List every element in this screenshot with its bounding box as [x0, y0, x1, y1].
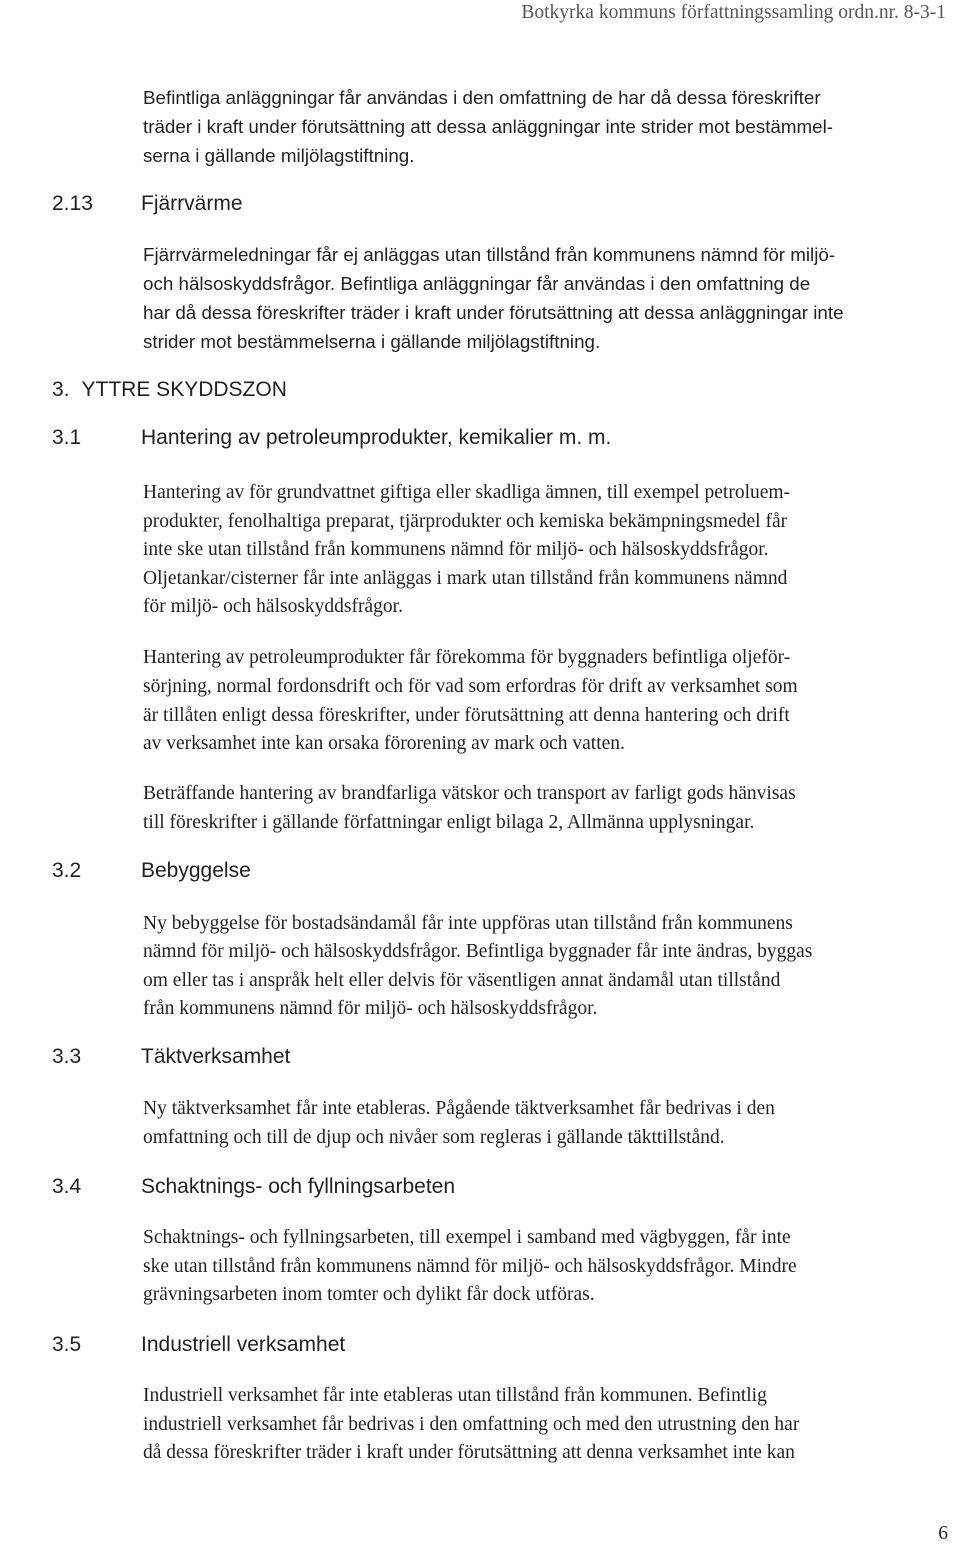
intro-line-1: Befintliga anläggningar får användas i den omfattning de har då dessa föreskrifter — [143, 87, 821, 108]
section-2-13-line-3: har då dessa föreskrifter träder i kraft under förutsättning att dessa anläggningar inte — [143, 302, 844, 323]
section-2-13-line-1: Fjärrvärmeledningar får ej anläggas utan tillstånd från kommunens nämnd för miljö- — [143, 244, 836, 265]
section-3-5-line-3: då dessa föreskrifter träder i kraft under förutsättning att denna verksamhet inte kan — [143, 1442, 795, 1463]
section-3-3-title: Täktverksamhet — [141, 1045, 291, 1068]
chapter-3-title: YTTRE SKYDDSZON — [81, 378, 287, 401]
section-3-1-p3-line-1: Beträffande hantering av brandfarliga vätskor och transport av farligt gods hänvisas — [143, 783, 796, 804]
intro-line-2: träder i kraft under förutsättning att dessa anläggningar inte strider mot bestämmel- — [143, 116, 834, 137]
section-3-4-number: 3.4 — [52, 1175, 82, 1198]
section-3-2-heading — [52, 857, 452, 885]
page-number: 6 — [938, 1523, 948, 1544]
section-3-3-line-2: omfattning och till de djup och nivåer som regleras i gällande täkttillstånd. — [143, 1127, 725, 1148]
section-3-2-number: 3.2 — [52, 859, 82, 882]
section-3-1-number: 3.1 — [52, 426, 82, 449]
section-3-1-p1-line-4: Oljetankar/cisterner får inte anläggas i mark utan tillstånd från kommunens nämnd — [143, 568, 788, 589]
section-3-2-line-3: om eller tas i anspråk helt eller delvis för väsentligen annat ändamål utan tillstånd — [143, 970, 781, 991]
section-3-1-p2-line-1: Hantering av petroleumprodukter får förekomma för byggnaders befintliga oljeför- — [143, 647, 791, 668]
section-3-5-number: 3.5 — [52, 1333, 82, 1356]
section-3-1-p1-line-1: Hantering av för grundvattnet giftiga eller skadliga ämnen, till exempel petroluem- — [143, 482, 791, 503]
section-3-2-line-1: Ny bebyggelse för bostadsändamål får inte uppföras utan tillstånd från kommunens — [143, 913, 793, 934]
section-3-5-line-1: Industriell verksamhet får inte etableras utan tillstånd från kommunen. Befintlig — [143, 1385, 767, 1406]
section-3-1-title: Hantering av petroleumprodukter, kemikalier m. m. — [141, 426, 612, 449]
section-2-13-title: Fjärrvärme — [141, 192, 243, 215]
section-3-2-line-2: nämnd för miljö- och hälsoskyddsfrågor. Befintliga byggnader får inte ändras, byggas — [143, 941, 813, 962]
section-3-2-title: Bebyggelse — [141, 859, 251, 882]
section-3-5-title: Industriell verksamhet — [141, 1333, 346, 1356]
section-3-3-heading — [52, 1043, 452, 1071]
section-3-5-line-2: industriell verksamhet får bedrivas i den omfattning och med den utrustning den har — [143, 1414, 800, 1435]
section-3-1-p2-line-3: är tillåten enligt dessa föreskrifter, under förutsättning att denna hantering och drift — [143, 705, 790, 726]
section-3-4-line-2: ske utan tillstånd från kommunens nämnd för miljö- och hälsoskyddsfrågor. Mindre — [143, 1256, 797, 1277]
section-3-1-p1-line-3: inte ske utan tillstånd från kommunens nämnd för miljö- och hälsoskyddsfrågor. — [143, 539, 769, 560]
section-3-1-p3-line-2: till föreskrifter i gällande författningar enligt bilaga 2, Allmänna upplysningar. — [143, 812, 755, 833]
section-2-13-number: 2.13 — [52, 192, 93, 215]
section-3-1-p2-line-2: sörjning, normal fordonsdrift och för vad som erfordras för drift av verksamhet som — [143, 676, 798, 697]
section-3-1-p1-line-2: produkter, fenolhaltiga preparat, tjärprodukter och kemiska bekämpningsmedel får — [143, 511, 788, 532]
section-3-5-heading — [52, 1331, 552, 1359]
section-3-4-line-1: Schaktnings- och fyllningsarbeten, till exempel i samband med vägbyggen, får inte — [143, 1227, 791, 1248]
chapter-3-heading — [52, 376, 287, 404]
intro-line-3: serna i gällande miljölagstiftning. — [143, 145, 415, 166]
section-3-3-line-1: Ny täktverksamhet får inte etableras. Pågående täktverksamhet får bedrivas i den — [143, 1098, 775, 1119]
section-3-1-heading — [52, 424, 752, 452]
section-2-13-heading — [52, 190, 452, 218]
section-3-1-p2-line-4: av verksamhet inte kan orsaka förorening av mark och vatten. — [143, 733, 625, 754]
section-2-13-line-4: strider mot bestämmelserna i gällande miljölagstiftning. — [143, 331, 601, 352]
section-2-13-line-2: och hälsoskyddsfrågor. Befintliga anläggningar får användas i den omfattning de — [143, 273, 811, 294]
section-3-4-line-3: grävningsarbeten inom tomter och dylikt får dock utföras. — [143, 1284, 595, 1305]
section-3-1-p1-line-5: för miljö- och hälsoskyddsfrågor. — [143, 596, 403, 617]
section-3-2-line-4: från kommunens nämnd för miljö- och hälsoskyddsfrågor. — [143, 998, 598, 1019]
section-3-4-heading — [52, 1173, 652, 1201]
section-3-3-number: 3.3 — [52, 1045, 82, 1068]
chapter-3-number: 3. — [52, 378, 70, 401]
section-3-4-title: Schaktnings- och fyllningsarbeten — [141, 1175, 456, 1198]
page-header: Botkyrka kommuns författningssamling ordn.nr. 8-3-1 — [521, 2, 946, 23]
